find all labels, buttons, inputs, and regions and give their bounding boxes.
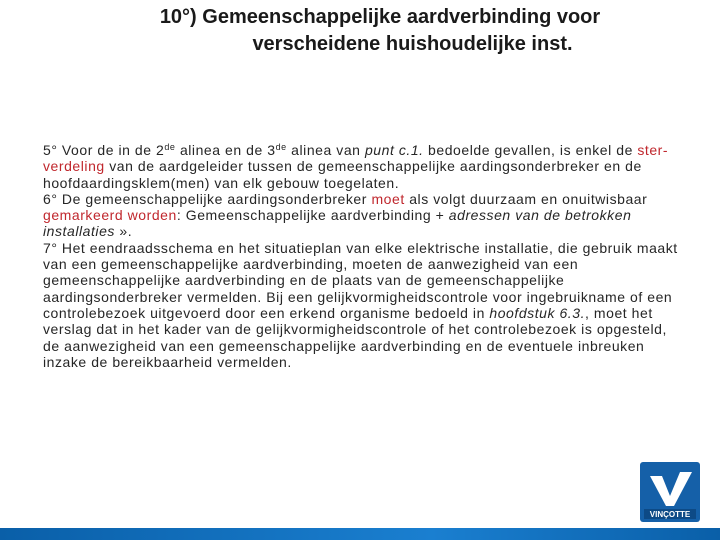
vincotte-logo [640, 462, 700, 522]
text-span: 6° De gemeenschappelijke aardingsonderbreker [43, 190, 372, 207]
paragraph-6 [43, 191, 683, 240]
highlight-term: moet [371, 190, 405, 207]
text-span: alinea en de 3 [175, 142, 276, 158]
text-span: als volgt duurzaam en onuitwisbaar [404, 190, 648, 207]
slide-body [43, 142, 683, 370]
italic-ref: hoofdstuk 6.3. [489, 304, 586, 321]
footer-bar [0, 528, 720, 540]
text-span: van de aardgeleider tussen de gemeenschappelijke aardingsonderbreker en de hoofdaardingsklem(men) van elk gebouw toegelaten. [43, 158, 642, 191]
superscript: de [275, 142, 287, 152]
slide-title [40, 4, 720, 58]
text-span: 7° Het eendraadsschema en het situatieplan van elke elektrische installatie, die gebruik maakt van een gemeenschappelijke aardverbinding, moeten de aanwezigheid van een gemeenschappelijke aardverbinding en de plaats van de gemeenschappelijke aardingsonderbreker vermelden. Bij een gelijkvormigheidscontrole voor ingebruikname of een controlebezoek uitgevoerd door een erkend organisme bedoeld in [43, 239, 678, 321]
text-span: ». [114, 223, 133, 240]
paragraph-5 [43, 142, 683, 191]
highlight-term: ster-verdeling [43, 142, 669, 175]
superscript: de [164, 142, 176, 152]
italic-text: adressen van de betrokken installaties [43, 207, 632, 240]
text-span: bedoelde gevallen, is enkel de [423, 142, 638, 158]
title-line-2: verscheidene huishoudelijke inst. [252, 33, 573, 55]
paragraph-7 [43, 240, 683, 370]
text-span: : Gemeenschappelijke aardverbinding + [176, 207, 449, 224]
italic-ref: punt c.1. [364, 142, 424, 158]
text-span: alinea van [286, 142, 365, 158]
logo-text: VINÇOTTE [649, 510, 691, 519]
title-line-1: 10°) Gemeenschappelijke aardverbinding voor [159, 6, 601, 28]
text-span: 5° Voor de in de 2 [43, 142, 165, 158]
text-span: , moet het verslag dat in het kader van de gelijkvormigheidscontrole of het controlebezoek is opgesteld, de aanwezigheid van een gemeenschappelijke aardverbinding en de eventuele inbreuken inzake de bereikbaarheid vermelden. [43, 304, 667, 370]
highlight-term: gemarkeerd worden [43, 207, 177, 224]
